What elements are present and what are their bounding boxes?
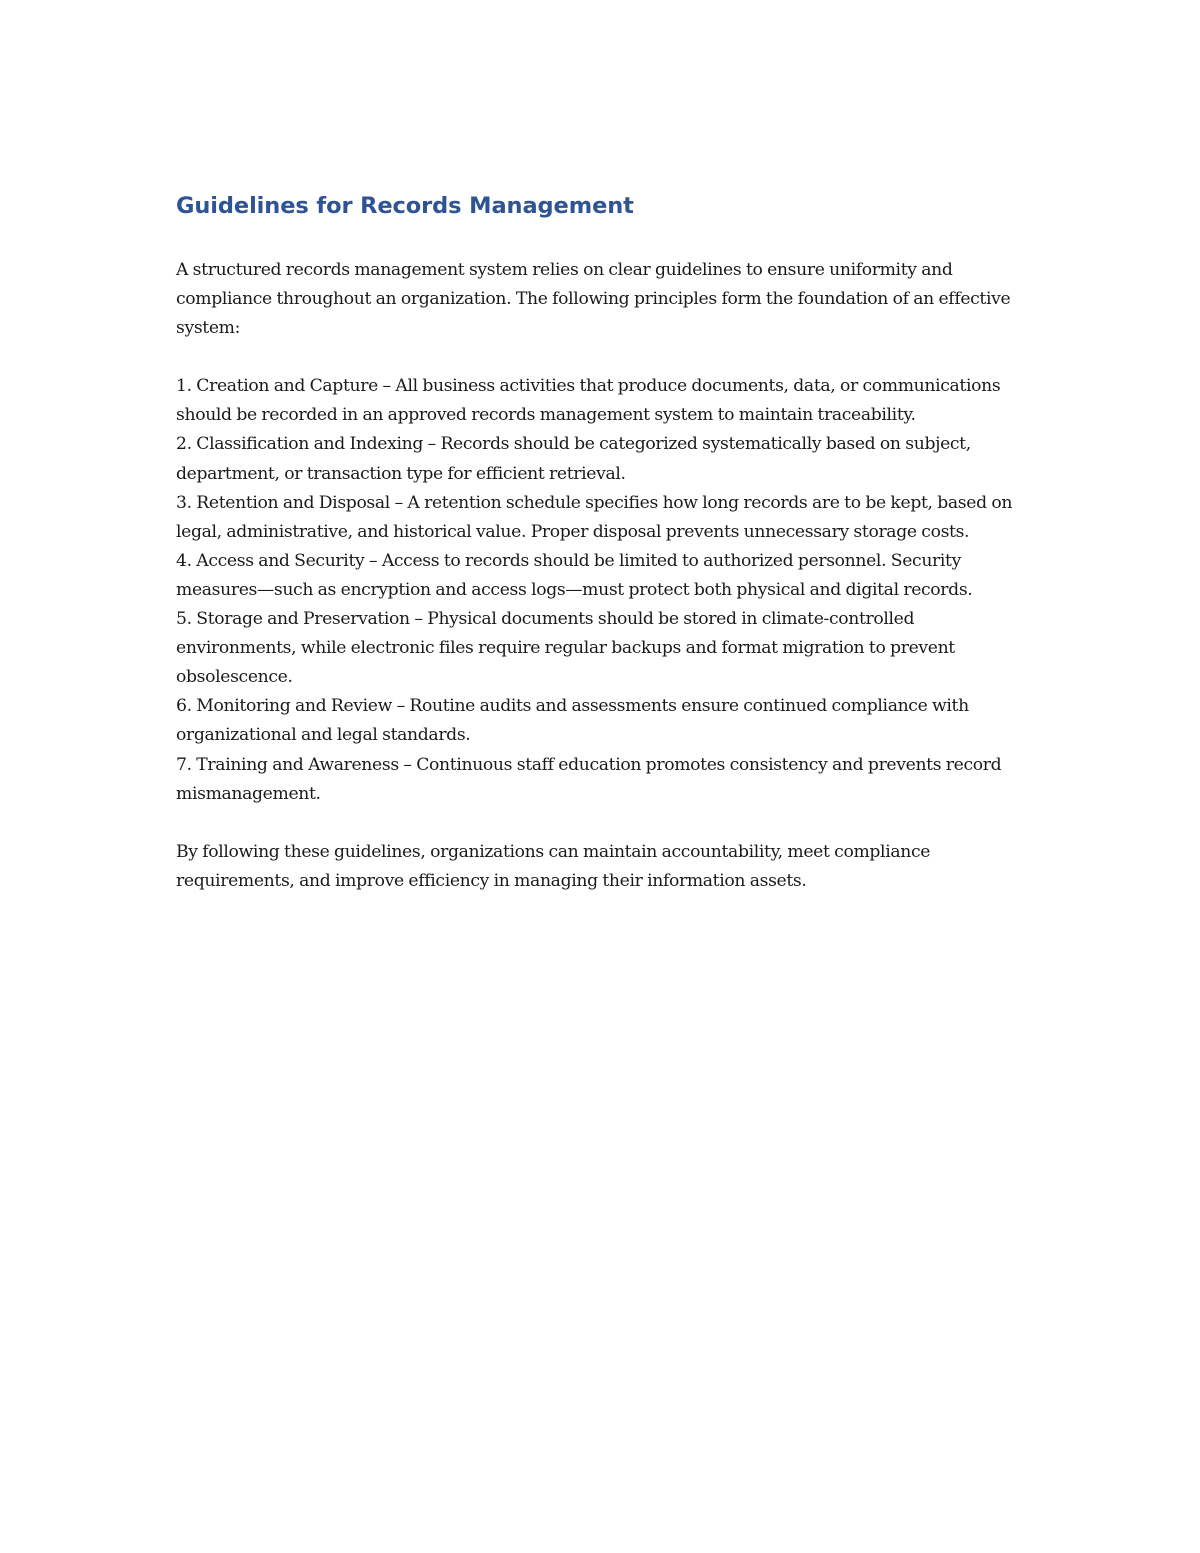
list-item-storage-preservation: 5. Storage and Preservation – Physical documents should be stored in climate-controlled environments, while electronic files require regular backups and format migration to prevent obsolescence. [176, 609, 955, 688]
guidelines-list [176, 372, 1026, 808]
intro-paragraph: A structured records management system relies on clear guidelines to ensure uniformity and compliance throughout an organization. The following principles form the foundation of an effective system: [176, 260, 1011, 339]
list-item-access-security: 4. Access and Security – Access to records should be limited to authorized personnel. Security measures—such as encryption and access logs—must protect both physical and digital records. [176, 550, 973, 600]
conclusion-paragraph: By following these guidelines, organizations can maintain accountability, meet compliance requirements, and improve efficiency in managing their information assets. [176, 841, 931, 891]
list-item-classification-indexing: 2. Classification and Indexing – Records should be categorized systematically based on subject, department, or transaction type for efficient retrieval. [176, 434, 971, 484]
document-body [176, 190, 1026, 896]
paragraph-spacer [176, 809, 1026, 838]
list-item-retention-disposal: 3. Retention and Disposal – A retention schedule specifies how long records are to be kept, based on legal, administrative, and historical value. Proper disposal prevents unnecessary storage costs. [176, 492, 1013, 542]
list-item-training-awareness: 7. Training and Awareness – Continuous staff education promotes consistency and prevents record mismanagement. [176, 754, 1002, 804]
list-item-monitoring-review: 6. Monitoring and Review – Routine audits and assessments ensure continued compliance with organizational and legal standards. [176, 696, 969, 746]
page-title: Guidelines for Records Management [176, 193, 634, 219]
list-item-creation-capture: 1. Creation and Capture – All business activities that produce documents, data, or communications should be recorded in an approved records management system to maintain traceability. [176, 376, 1001, 426]
paragraph-spacer [176, 343, 1026, 372]
